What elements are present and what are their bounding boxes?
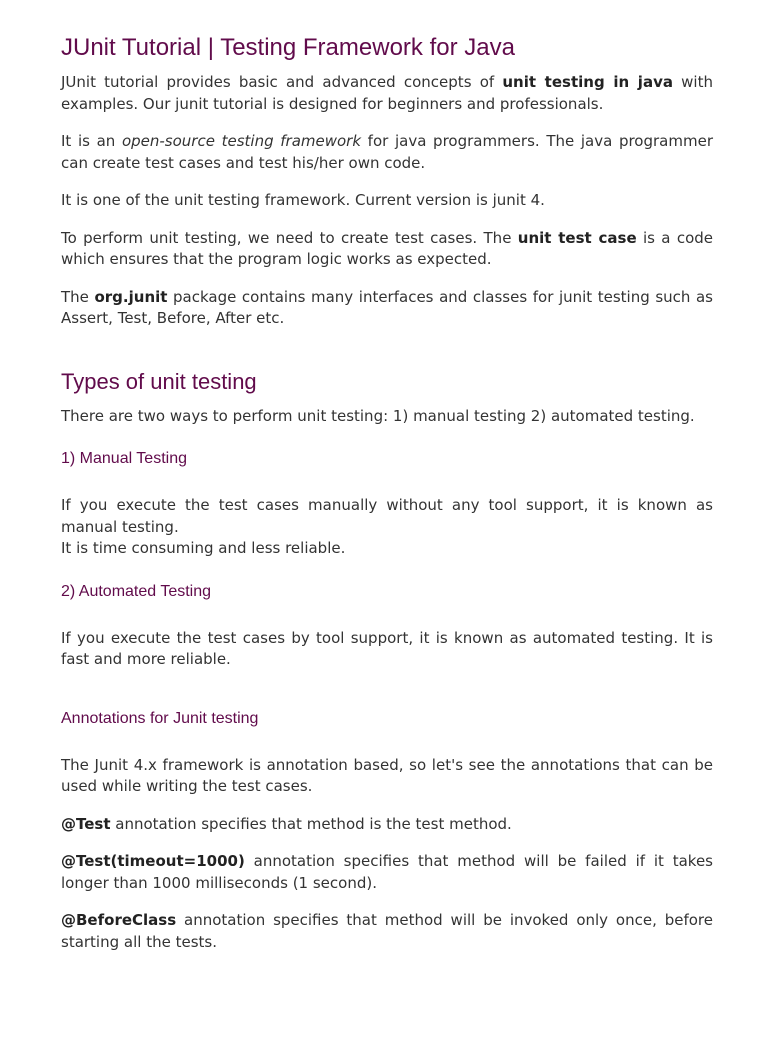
document-page [0,34,768,1058]
bold-org-junit: org.junit [94,287,168,306]
bold-unit-test-case: unit test case [517,228,637,247]
intro-paragraph-5: The org.junit package contains many interfaces and classes for junit testing such as Assert, Test, Before, After etc. [61,287,713,327]
bold-unit-testing-in-java: unit testing in java [502,73,673,91]
italic-open-source-framework: open-source testing framework [121,132,362,150]
annotations-intro-paragraph: The Junit 4.x framework is annotation based, so let's see the annotations that can be used while writing the test cases. [61,755,713,795]
annotations-heading: Annotations for Junit testing [61,709,259,727]
intro-paragraph-1: JUnit tutorial provides basic and advanced concepts of unit testing in java with examples. Our junit tutorial is designed for beginners and professionals. [61,73,713,113]
annotation-name: @Test(timeout=1000) [61,852,245,870]
annotation-name: @BeforeClass [61,911,177,929]
manual-testing-heading: 1) Manual Testing [61,450,187,467]
annotation-test-timeout: @Test(timeout=1000) annotation specifies that method will be failed if it takes longer than 1000 milliseconds (1 second). [61,852,713,892]
annotation-before-class: @BeforeClass annotation specifies that method will be invoked only once, before starting all the tests. [61,911,713,951]
annotation-name: @Test [61,814,111,833]
intro-paragraph-4: To perform unit testing, we need to create test cases. The unit test case is a code which ensures that the program logic works as expected. [61,228,714,268]
page-title: JUnit Tutorial | Testing Framework for Java [61,34,515,61]
automated-testing-paragraph: If you execute the test cases by tool support, it is known as automated testing. It is fast and more reliable. [61,628,713,668]
automated-testing-heading: 2) Automated Testing [61,582,212,600]
annotation-test: @Test annotation specifies that method is the test method. [61,814,512,833]
intro-paragraph-2: It is an open-source testing framework for java programmers. The java programmer can create test cases and test his/her own code. [61,132,713,172]
intro-paragraph-3: It is one of the unit testing framework. Current version is junit 4. [61,191,545,209]
types-intro-paragraph: There are two ways to perform unit testing: 1) manual testing 2) automated testing. [61,406,695,425]
manual-testing-paragraph: If you execute the test cases manually without any tool support, it is known as manual testing. It is time consuming and less reliable. [61,496,713,557]
types-heading: Types of unit testing [61,368,257,394]
